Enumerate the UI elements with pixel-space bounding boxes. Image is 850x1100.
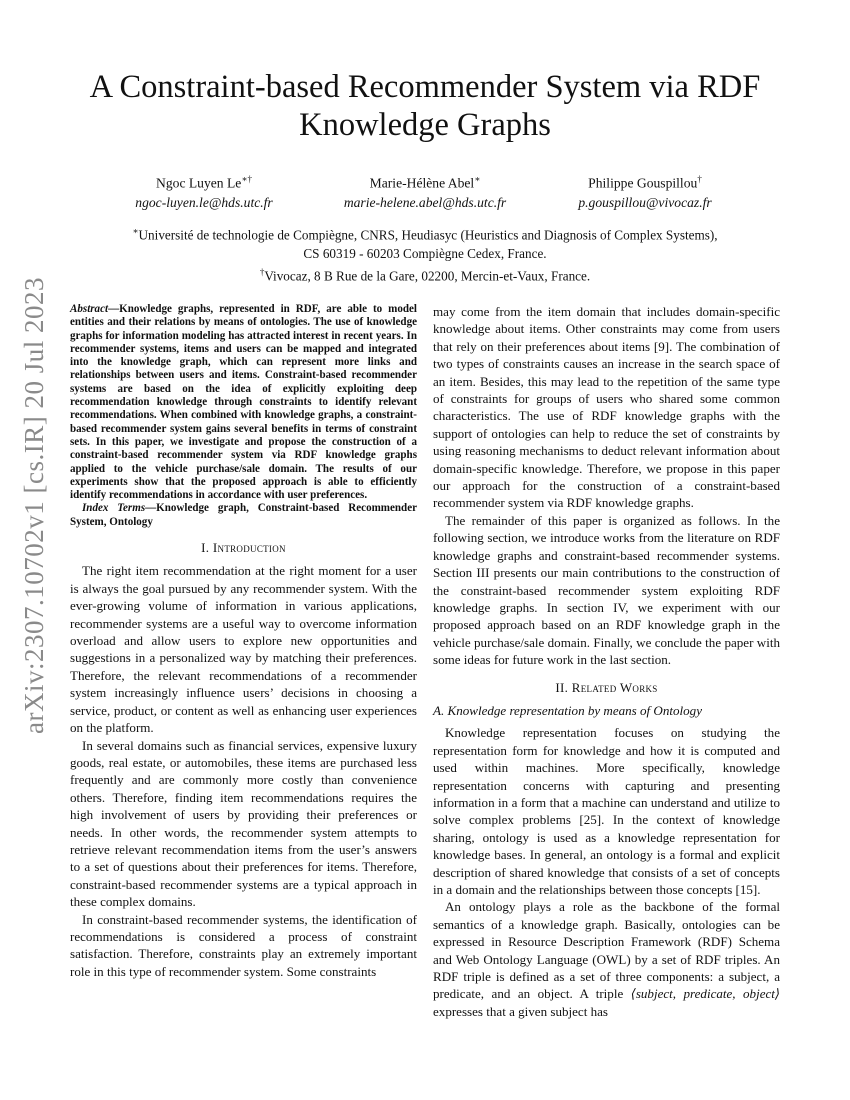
arxiv-identifier: [12, 276, 56, 734]
index-terms-label: Index Terms: [82, 502, 146, 515]
paragraph-text: expresses that a given subject has: [433, 1003, 608, 1019]
section-heading-introduction: I. Introduction: [201, 540, 286, 556]
author-email: p.gouspillou@vivocaz.fr: [578, 194, 712, 210]
author-marks: ∗: [474, 174, 481, 184]
author-name: Philippe Gouspillou: [588, 175, 698, 191]
author-name: Ngoc Luyen Le: [156, 175, 242, 191]
author-block: [60, 170, 790, 210]
author-email: marie-helene.abel@hds.utc.fr: [343, 194, 507, 210]
paragraph: Knowledge representation focuses on studying the representation form for knowledge and how it is computed and used within machines. More specifically, knowledge representation concerns with capturing and presenting information in a form that a machine can understand and utilize to solve complex problems [25]. In the context of knowledge sharing, ontology is used as a knowledge representation for knowledge bases. In general, an ontology is a formal and explicit description of shared knowledge that consists of a set of concepts in a domain and the relationships between those concepts [15].: [433, 725, 780, 897]
author-email: ngoc-luyen.le@hds.utc.fr: [135, 194, 273, 210]
affiliation-line: Université de technologie de Compiègne, CNRS, Heudiasyc (Heuristics and Diagnosis of Complex Systems),: [138, 227, 718, 243]
paragraph: may come from the item domain that includes domain-specific knowledge about items. Other constraints may come from users that rely on their preferences about items [9]. The combination of two types of constraints causes an increase in the search space of an item. Besides, this may lead to the repetition of the same type of constraints for groups of users who shared some common characteristics. The use of RDF knowledge graphs with the support of ontologies can help to reduce the set of constraints by using reasoning mechanisms to deduct relevant information about domain-specific knowledge. Therefore, we propose in this paper our approach for the construction of a constraint-based recommender system via RDF knowledge graphs.: [433, 304, 780, 511]
author-3: [525, 170, 765, 212]
author-name: Marie-Hélène Abel: [369, 175, 475, 191]
paragraph: The right item recommendation at the right moment for a user is always the goal pursued by any recommender system. With the ever-growing volume of information in various applications, recommender systems are a useful way to overcome information overload and allow users to explore new opportunities and suggestions in a personalized way by matching their preferences. Therefore, the relevant recommendations of a recommender system increasingly influence users’ decisions in choosing a service, product, or content as well as enhancing user experiences on the platform.: [70, 563, 417, 736]
author-1: [84, 170, 324, 212]
left-column: [70, 303, 417, 980]
paper-title: A Constraint-based Recommender System via RDF Knowledge Graphs: [89, 69, 761, 143]
affiliation-line: Vivocaz, 8 B Rue de la Gare, 02200, Mercin-et-Vaux, France.: [264, 268, 591, 284]
index-terms-text: —Knowledge graph, Constraint-based Recommender System, Ontology: [70, 502, 417, 528]
index-terms: [70, 502, 417, 529]
abstract: [70, 303, 417, 502]
subsection-heading: A. Knowledge representation by means of Ontology: [433, 702, 702, 718]
section-heading-related-works: II. Related Works: [555, 679, 658, 695]
math-triple: ⟨subject, predicate, object⟩: [630, 986, 781, 1002]
paragraph: [433, 898, 780, 1020]
abstract-text: —Knowledge graphs, represented in RDF, are able to model entities and their relations by means of ontologies. The use of knowledge graphs for information modeling has attracted interest in recent years. In recommender systems, items and users can be mapped and integrated into the knowledge graph, which can represent more links and relationships between users and items. Constraint-based recommender systems are based on the idea of explicitly exploiting deep recommendation knowledge through constraints to identify relevant recommendations. When combined with knowledge graphs, a constraint-based recommender system gains several benefits in terms of constraint sets. In this paper, we investigate and propose the construction of a constraint-based recommender system via RDF knowledge graphs applied to the vehicle purchase/sale domain. The results of our experiments show that the proposed approach is able to efficiently identify recommendations in accordance with user preferences.: [70, 303, 417, 502]
author-marks: ∗†: [241, 174, 252, 184]
affiliation-mark: ∗: [132, 226, 139, 236]
abstract-label: Abstract: [70, 303, 109, 315]
affiliation-mark: †: [259, 267, 265, 278]
author-marks: †: [697, 174, 702, 184]
paragraph: In constraint-based recommender systems, the identification of recommendations is considered a process of constraint satisfaction. Therefore, constraints play an extremely important role in this type of recommender system. Some constraints: [70, 911, 417, 979]
paragraph: The remainder of this paper is organized as follows. In the following section, we introduce works from the literature on RDF knowledge graphs and constraint-based recommender systems. Section III presents our main contributions to the construction of the constraint-based recommender system exploiting RDF knowledge graphs. In section IV, we experiment with our proposed approach based on an RDF knowledge graph in the vehicle purchase/sale domain. Finally, we conclude the paper with some ideas for future work in the last section.: [433, 512, 780, 668]
author-2: [305, 170, 545, 212]
affiliation-line: CS 60319 - 60203 Compiègne Cedex, France.: [303, 246, 547, 262]
affiliations: [60, 222, 790, 286]
paragraph-text: An ontology plays a role as the backbone of the formal semantics of a knowledge graph. Basically, ontologies can be expressed in Resource Description Framework (RDF) Schema and Web Ontology Language (OWL) by a set of RDF triples. An RDF triple is defined as a set of three components: a subject, a predicate, and an object. A triple: [433, 899, 780, 1002]
paragraph: In several domains such as financial services, expensive luxury goods, real estate, or automobiles, these items are purchased less frequently and are commonly more costly than convenience others. Therefore, finding item recommendations requires the high involvement of users by providing their preferences or needs. In other words, the recommender system attempts to retrieve relevant recommendation items from the user’s answers to a set of questions about their preferences for items. Therefore, constraint-based recommender systems are a typical approach in these complex domains.: [70, 737, 417, 910]
arxiv-identifier-text: arXiv:2307.10702v1 [cs.IR] 20 Jul 2023: [18, 276, 49, 734]
right-column: [433, 303, 780, 1020]
